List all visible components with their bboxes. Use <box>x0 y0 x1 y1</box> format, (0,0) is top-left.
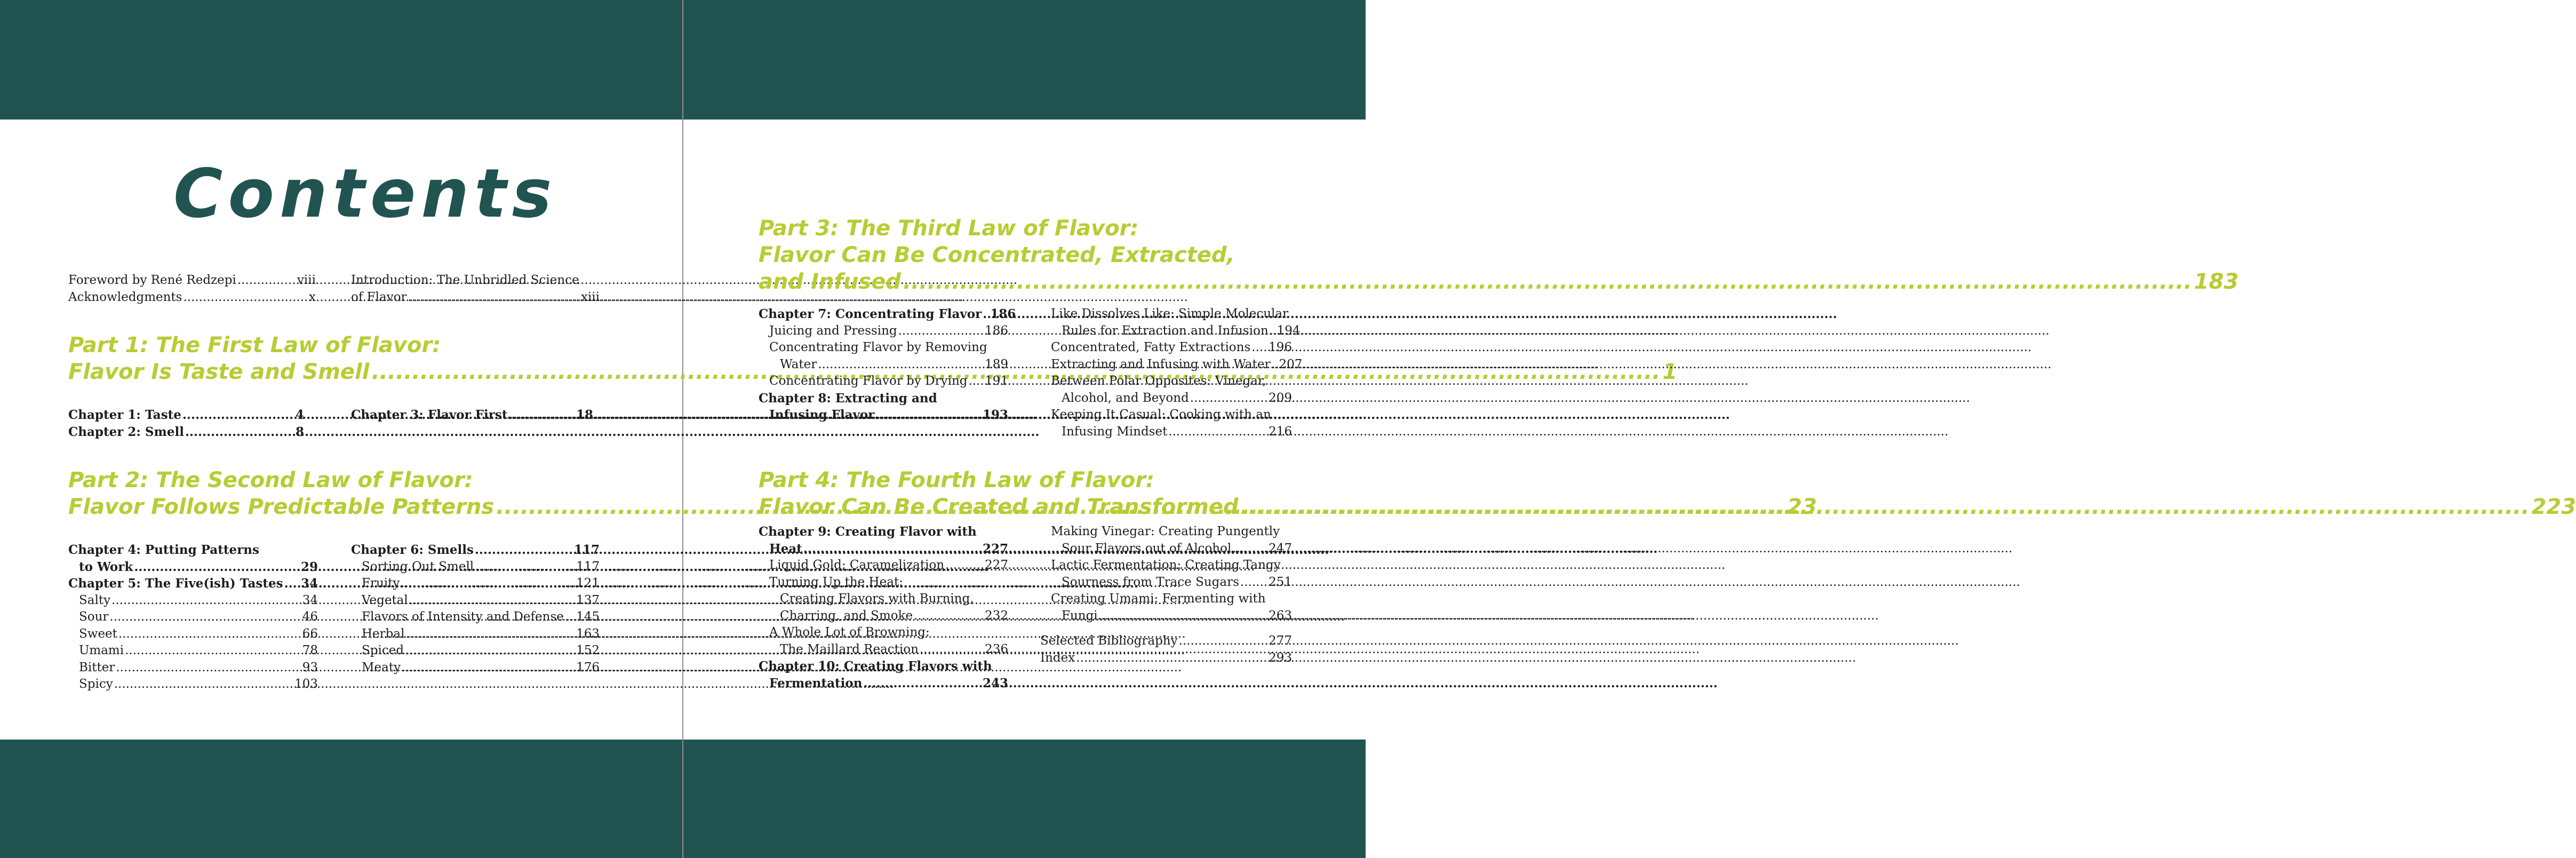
toc-entry-section[interactable]: Extracting and Infusing with Water ..... 207 <box>1051 358 1292 375</box>
toc-entry-section[interactable]: Creating Umami: Fermenting with <box>1051 592 1266 606</box>
toc-entry-section[interactable]: Making Vinegar: Creating Pungently <box>1051 525 1280 538</box>
toc-entry-section-cont[interactable]: Sour Flavors out of Alcohol ..... 247 <box>1040 542 1292 559</box>
toc-entry-section[interactable]: Turning Up the Heat: <box>769 575 903 589</box>
toc-entry-chapter-8-cont[interactable]: Infusing Flavor ..... 193 <box>759 408 1008 425</box>
part-1-heading[interactable]: Part 1: The First Law of Flavor: Flavor Is Taste and Smell ..... 1 <box>68 332 570 385</box>
toc-entry-bibliography[interactable]: Selected Bibliography ..... 277 <box>1040 634 1292 651</box>
toc-entry-section[interactable]: Lactic Fermentation: Creating Tangy <box>1051 558 1281 572</box>
toc-entry-section[interactable]: Umami ..... 78 <box>68 644 318 661</box>
toc-entry-chapter-7[interactable]: Chapter 7: Concentrating Flavor ..... 186 <box>759 307 1008 324</box>
part-page-number: 1 <box>1662 360 1678 384</box>
toc-entry-chapter-1[interactable]: Chapter 1: Taste ..... 4 <box>68 408 304 425</box>
toc-entry-section[interactable]: Sour ..... 46 <box>68 610 318 627</box>
part-3-chapters-left <box>759 307 1016 425</box>
toc-entry-chapter-8[interactable]: Chapter 8: Extracting and <box>759 391 937 406</box>
toc-entry-section[interactable]: Between Polar Opposites: Vinegar, <box>1051 374 1266 388</box>
toc-entry-chapter-5[interactable]: Chapter 5: The Five(ish) Tastes ..... 34 <box>68 576 318 593</box>
toc-entry-chapter-4[interactable]: Chapter 4: Putting Patterns <box>68 543 259 557</box>
toc-entry-section-cont[interactable]: Fungi ..... 263 <box>1040 609 1292 626</box>
toc-entry-section[interactable]: Liquid Gold: Caramelization ..... 227 <box>759 558 1008 575</box>
part-4-heading[interactable]: Part 4: The Fourth Law of Flavor: Flavor Can Be Created and Transformed ..... 223 <box>759 467 1290 520</box>
toc-entry-foreword[interactable]: Foreword by René Redzepi ..... viii <box>68 273 316 290</box>
toc-entry-chapter-10-cont[interactable]: Fermentation ..... 243 <box>759 676 1008 693</box>
toc-entry-section[interactable]: Sorting Out Smell ..... 117 <box>351 560 600 577</box>
toc-entry-section[interactable]: Keeping It Casual: Cooking with an <box>1051 408 1271 422</box>
toc-entry-introduction[interactable]: Introduction: The Unbridled Science <box>351 273 579 287</box>
toc-entry-section[interactable]: Sweet ..... 66 <box>68 627 318 644</box>
front-matter-right <box>351 273 600 307</box>
part-page-number: 223 <box>2531 495 2576 519</box>
toc-entry-section[interactable]: A Whole Lot of Browning: <box>769 625 930 639</box>
part-4-chapters-left <box>759 525 1008 693</box>
toc-entry-section-cont[interactable]: Creating Flavors with Burning, <box>780 592 974 606</box>
toc-entry-section[interactable]: Salty ..... 34 <box>68 593 318 610</box>
toc-entry-index[interactable]: Index ..... 293 <box>1040 651 1292 668</box>
toc-entry-section[interactable]: Bitter ..... 93 <box>68 661 318 678</box>
toc-entry-section[interactable]: Flavors of Intensity and Defense ..... 145 <box>351 610 600 627</box>
toc-entry-section[interactable]: Concentrated, Fatty Extractions ..... 196 <box>1051 340 1292 358</box>
front-matter-left <box>68 273 316 307</box>
toc-entry-section-cont[interactable]: Rules for Extraction and Infusion ..... 194 <box>1051 324 1292 341</box>
toc-entry-section[interactable]: Concentrating Flavor by Drying ..... 191 <box>759 374 1008 391</box>
toc-entry-chapter-9[interactable]: Chapter 9: Creating Flavor with <box>759 525 977 539</box>
part-4-chapters-right <box>1040 525 1292 668</box>
toc-entry-chapter-10[interactable]: Chapter 10: Creating Flavors with <box>759 659 992 673</box>
toc-entry-acknowledgments[interactable]: Acknowledgments ..... x <box>68 290 316 307</box>
part-page-number: 183 <box>2194 269 2239 294</box>
toc-entry-section[interactable]: Meaty ..... 176 <box>351 661 600 678</box>
part-3-chapters-right <box>1051 307 1303 441</box>
part-3-heading[interactable]: Part 3: The Third Law of Flavor: Flavor Can Be Concentrated, Extracted, and Infused ..... 183 <box>759 215 1290 295</box>
toc-entry-chapter-4-cont[interactable]: to Work ..... 29 <box>68 560 318 577</box>
toc-entry-section[interactable]: Spicy ..... 103 <box>68 677 318 694</box>
part-2-chapters-right <box>351 543 600 677</box>
page-title: Contents <box>173 154 557 233</box>
toc-entry-chapter-2[interactable]: Chapter 2: Smell ..... 8 <box>68 425 304 442</box>
toc-entry-section[interactable]: Herbal ..... 163 <box>351 627 600 644</box>
toc-entry-section-cont[interactable]: The Maillard Reaction ..... 236 <box>759 642 1008 660</box>
toc-entry-section-cont[interactable]: Sourness from Trace Sugars ..... 251 <box>1040 575 1292 592</box>
toc-entry-introduction-cont[interactable]: of Flavor ..... xiii <box>351 290 600 307</box>
toc-entry-section[interactable]: Fruity ..... 121 <box>351 576 600 593</box>
toc-entry-chapter-3[interactable]: Chapter 3: Flavor First ..... 18 <box>351 408 593 425</box>
toc-entry-section[interactable]: Concentrating Flavor by Removing <box>769 340 987 354</box>
toc-entry-section-cont[interactable]: Charring, and Smoke ..... 232 <box>759 609 1008 626</box>
toc-entry-section-cont[interactable]: Alcohol, and Beyond ..... 209 <box>1051 391 1292 408</box>
part-2-heading[interactable]: Part 2: The Second Law of Flavor: Flavor Follows Predictable Patterns ..... 23 <box>68 467 587 520</box>
toc-entry-chapter-9-cont[interactable]: Heat ..... 227 <box>759 542 1008 559</box>
toc-entry-chapter-6[interactable]: Chapter 6: Smells ..... 117 <box>351 543 600 560</box>
toc-entry-section-cont[interactable]: Water ..... 189 <box>759 358 1008 375</box>
toc-entry-section-cont[interactable]: Infusing Mindset ..... 216 <box>1051 425 1292 442</box>
part-page-number: 23 <box>1787 495 1817 519</box>
toc-entry-section[interactable]: Juicing and Pressing ..... 186 <box>759 324 1008 341</box>
part-2-chapters-left <box>68 543 318 694</box>
toc-entry-section[interactable]: Spiced ..... 152 <box>351 644 600 661</box>
toc-entry-section[interactable]: Like Dissolves Like: Simple Molecular <box>1051 307 1289 321</box>
part-1-chapters-right <box>351 408 593 425</box>
toc-entry-section[interactable]: Vegetal ..... 137 <box>351 593 600 610</box>
part-1-chapters-left <box>68 408 304 441</box>
